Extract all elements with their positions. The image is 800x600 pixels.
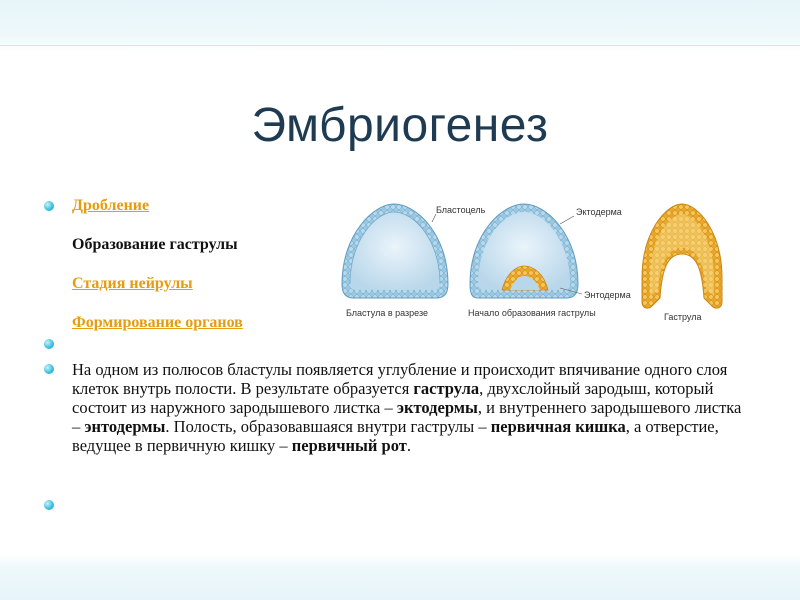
bullet-icon	[44, 201, 54, 211]
early-gastrula-drawing	[470, 204, 578, 298]
description-paragraph	[72, 360, 742, 455]
para-text: , а отверстие, ведущее в первичную кишку –	[72, 417, 719, 455]
term-ectoderm: эктодермы	[396, 398, 478, 417]
term-primary-gut: первичная кишка	[490, 417, 626, 436]
embryo-stages-figure	[336, 198, 740, 326]
bullet-icon	[44, 500, 54, 510]
para-text: , двухслойный зародыш, который состоит из наружного зародышевого листка –	[72, 379, 714, 417]
para-text: . Полость, образовавшаяся внутри гаструлы –	[165, 417, 491, 436]
term-primary-mouth: первичный рот	[291, 436, 407, 455]
leader-line	[432, 214, 436, 222]
label-gastrulation-start: Начало образования гаструлы	[468, 308, 596, 318]
label-blastocoel: Бластоцель	[436, 205, 486, 215]
link-organ-formation[interactable]: Формирование органов	[72, 314, 243, 331]
header-band	[0, 0, 800, 52]
slide-title: Эмбриогенез	[251, 99, 549, 152]
para-text: , и внутреннего зародышевого листка –	[72, 398, 742, 436]
link-neurula-stage[interactable]: Стадия нейрулы	[72, 275, 193, 292]
label-ectoderm: Эктодерма	[576, 207, 622, 217]
link-drobleniye[interactable]: Дробление	[72, 197, 150, 214]
bullet-icon	[44, 364, 54, 374]
blastula-drawing	[342, 204, 448, 298]
label-blastula-section: Бластула в разрезе	[346, 308, 429, 318]
footer-band	[0, 554, 800, 600]
term-gastrula: гаструла	[413, 379, 480, 398]
para-text: .	[406, 436, 411, 455]
label-endoderm: Энтодерма	[584, 290, 631, 300]
para-text: На одном из полюсов бластулы появляется углубление и происходит впячивание одного слоя клеток внутрь полости. В результате образуется	[72, 360, 728, 398]
gastrula-drawing	[642, 204, 722, 308]
label-gastrula: Гаструла	[664, 312, 702, 322]
bullet-icon	[44, 339, 54, 349]
item-gastrulation: Образование гаструлы	[72, 236, 238, 253]
term-endoderm: энтодермы	[84, 417, 166, 436]
leader-line	[560, 216, 574, 224]
